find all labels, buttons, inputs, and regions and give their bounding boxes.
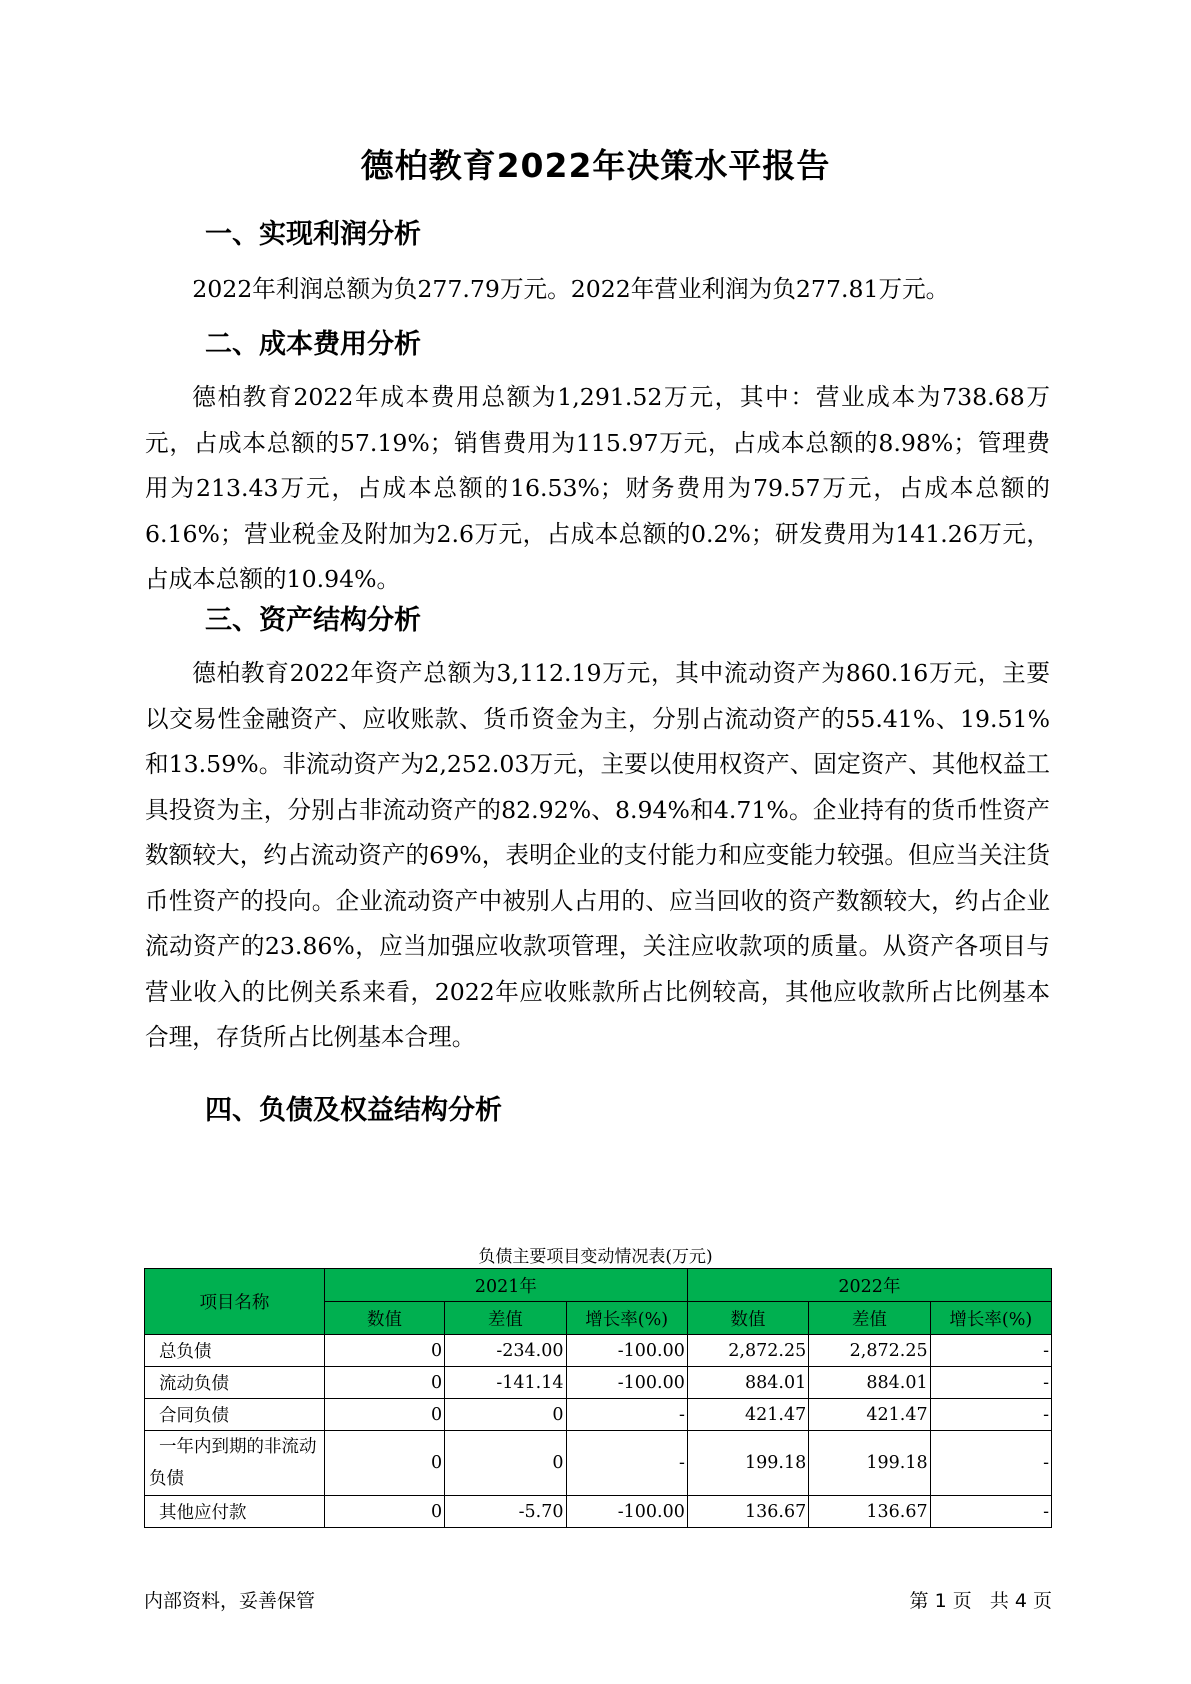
section-text-cost: 德柏教育2022年成本费用总额为1,291.52万元，其中：营业成本为738.68万元，占成本总额的57.19%；销售费用为115.97万元，占成本总额的8.98%；管理费用为213.43万元，占成本总额的16.53%；财务费用为79.57万元，占成本总额的6.16%；营业税金及附加为2.6万元，占成本总额的0.2%；研发费用为141.26万元，占成本总额的10.94%。 bbox=[145, 383, 1050, 593]
cell-2022-growth: - bbox=[930, 1496, 1051, 1528]
header-year-2022: 2022年 bbox=[687, 1269, 1051, 1302]
cell-2022-diff: 421.47 bbox=[809, 1399, 930, 1431]
header-year-2021: 2021年 bbox=[324, 1269, 687, 1302]
table-row bbox=[145, 1335, 1052, 1367]
cell-2022-value: 421.47 bbox=[687, 1399, 808, 1431]
table-row bbox=[145, 1431, 1052, 1496]
cell-2022-diff: 136.67 bbox=[809, 1496, 930, 1528]
liabilities-table bbox=[144, 1268, 1052, 1528]
footer-confidential-note: 内部资料，妥善保管 bbox=[144, 1590, 316, 1612]
cell-2021-value: 0 bbox=[324, 1431, 444, 1496]
subheader-value: 数值 bbox=[687, 1302, 808, 1335]
row-name: 流动负债 bbox=[145, 1367, 325, 1399]
cell-2022-diff: 2,872.25 bbox=[809, 1335, 930, 1367]
cell-2022-value: 136.67 bbox=[687, 1496, 808, 1528]
header-item-name: 项目名称 bbox=[145, 1269, 325, 1335]
section-text-profit: 2022年利润总额为负277.79万元。2022年营业利润为负277.81万元。 bbox=[192, 275, 950, 303]
cell-2021-value: 0 bbox=[324, 1335, 444, 1367]
cell-2021-diff: 0 bbox=[445, 1431, 566, 1496]
subheader-growth: 增长率(%) bbox=[566, 1302, 687, 1335]
cell-2022-growth: - bbox=[930, 1431, 1051, 1496]
cell-2021-value: 0 bbox=[324, 1367, 444, 1399]
row-name: 总负债 bbox=[145, 1335, 325, 1367]
table-row bbox=[145, 1367, 1052, 1399]
table-row bbox=[145, 1496, 1052, 1528]
cell-2022-value: 884.01 bbox=[687, 1367, 808, 1399]
cell-2022-diff: 199.18 bbox=[809, 1431, 930, 1496]
document-title: 德柏教育2022年决策水平报告 bbox=[360, 146, 831, 185]
cell-2021-growth: -100.00 bbox=[566, 1335, 687, 1367]
cell-2022-value: 2,872.25 bbox=[687, 1335, 808, 1367]
cell-2021-diff: -234.00 bbox=[445, 1335, 566, 1367]
subheader-value: 数值 bbox=[324, 1302, 444, 1335]
subheader-diff: 差值 bbox=[445, 1302, 566, 1335]
cell-2022-growth: - bbox=[930, 1399, 1051, 1431]
row-name: 其他应付款 bbox=[145, 1496, 325, 1528]
cell-2021-growth: - bbox=[566, 1431, 687, 1496]
cell-2021-value: 0 bbox=[324, 1399, 444, 1431]
section-text-assets: 德柏教育2022年资产总额为3,112.19万元，其中流动资产为860.16万元，主要以交易性金融资产、应收账款、货币资金为主，分别占流动资产的55.41%、19.51%和13.59%。非流动资产为2,252.03万元，主要以使用权资产、固定资产、其他权益工具投资为主，分别占非流动资产的82.92%、8.94%和4.71%。企业持有的货币性资产数额较大，约占流动资产的69%，表明企业的支付能力和应变能力较强。但应当关注货币性资产的投向。企业流动资产中被别人占用的、应当回收的资产数额较大，约占企业流动资产的23.86%，应当加强应收款项管理，关注应收款项的质量。从资产各项目与营业收入的比例关系来看，2022年应收账款所占比例较高，其他应收款所占比例基本合理，存货所占比例基本合理。 bbox=[145, 659, 1050, 1051]
section-heading-assets: 三、资产结构分析 bbox=[205, 605, 421, 636]
section-heading-liabilities: 四、负债及权益结构分析 bbox=[205, 1095, 502, 1126]
cell-2021-growth: -100.00 bbox=[566, 1496, 687, 1528]
section-heading-cost: 二、成本费用分析 bbox=[205, 329, 421, 360]
subheader-diff: 差值 bbox=[809, 1302, 930, 1335]
cell-2021-diff: -5.70 bbox=[445, 1496, 566, 1528]
cell-2021-diff: 0 bbox=[445, 1399, 566, 1431]
table-row bbox=[145, 1399, 1052, 1431]
cell-2022-value: 199.18 bbox=[687, 1431, 808, 1496]
cell-2022-growth: - bbox=[930, 1335, 1051, 1367]
row-name: 一年内到期的非流动负债 bbox=[145, 1431, 325, 1496]
table-caption: 负债主要项目变动情况表(万元) bbox=[478, 1247, 713, 1267]
row-name: 合同负债 bbox=[145, 1399, 325, 1431]
cell-2022-diff: 884.01 bbox=[809, 1367, 930, 1399]
cell-2022-growth: - bbox=[930, 1367, 1051, 1399]
cell-2021-diff: -141.14 bbox=[445, 1367, 566, 1399]
section-heading-profit: 一、实现利润分析 bbox=[205, 219, 421, 250]
cell-2021-growth: - bbox=[566, 1399, 687, 1431]
cell-2021-value: 0 bbox=[324, 1496, 444, 1528]
cell-2021-growth: -100.00 bbox=[566, 1367, 687, 1399]
footer-page-number: 第 1 页 共 4 页 bbox=[909, 1590, 1052, 1612]
subheader-growth: 增长率(%) bbox=[930, 1302, 1051, 1335]
